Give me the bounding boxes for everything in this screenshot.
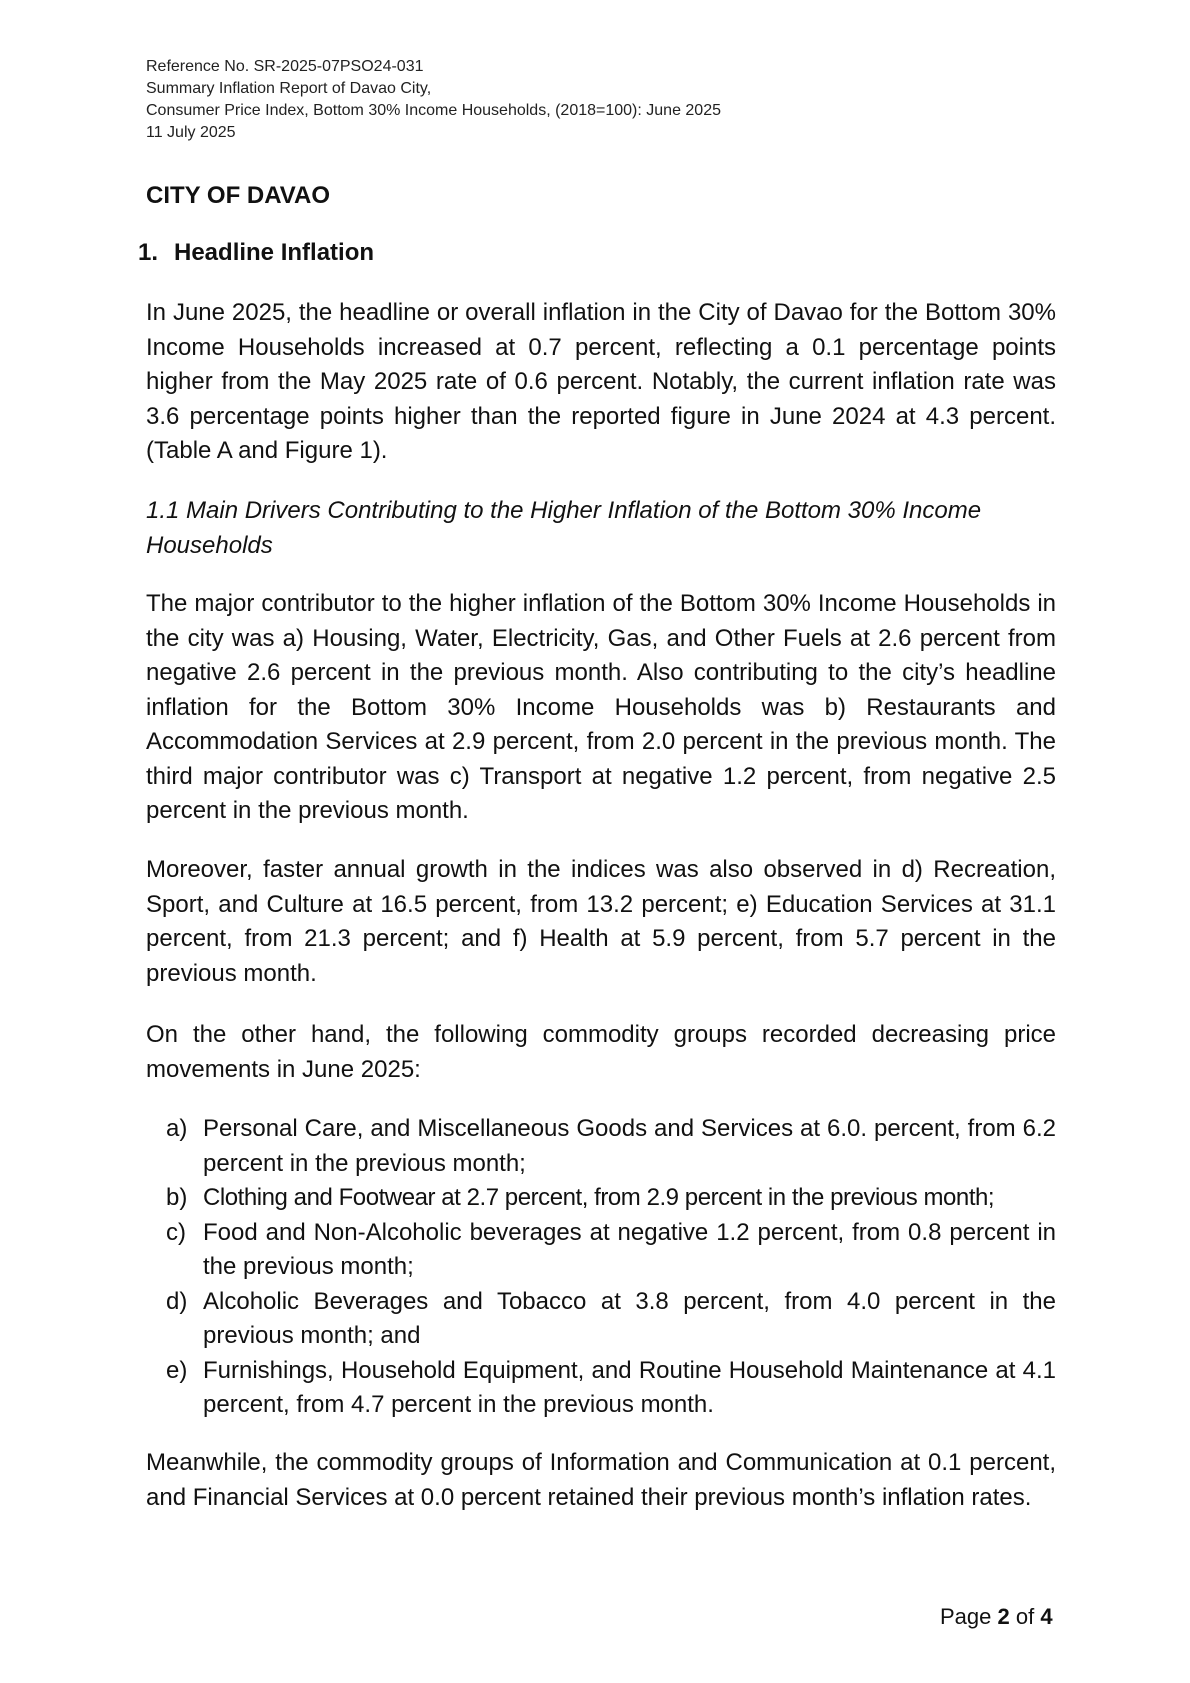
- list-item: [166, 1216, 1056, 1285]
- page-of-label: of: [1015, 1604, 1035, 1629]
- section-title: Headline Inflation: [174, 239, 375, 266]
- list-marker: b): [166, 1184, 188, 1211]
- list-item: [166, 1354, 1056, 1423]
- list-item: [166, 1285, 1056, 1354]
- list-item: [166, 1112, 1056, 1181]
- subsection-heading: 1.1 Main Drivers Contributing to the Higher Inflation of the Bottom 30% Income Households: [146, 497, 982, 559]
- list-marker: e): [166, 1356, 188, 1384]
- main-drivers-paragraph: The major contributor to the higher inflation of the Bottom 30% Income Households in the city was a) Housing, Water, Electricity, Gas, and Other Fuels at 2.6 percent from negative 2.6 percent in the previous month. Also contributing to the city’s headline inflation for the Bottom 30% Income Households was b) Restaurants and Accommodation Services at 2.9 percent, from 2.0 percent in the previous month. The third major contributor was c) Transport at negative 1.2 percent, from negative 2.5 percent in the previous month.: [146, 590, 1056, 824]
- page-label: Page: [940, 1604, 992, 1629]
- section-number: 1.: [138, 239, 159, 266]
- list-item-text: Food and Non-Alcoholic beverages at negative 1.2 percent, from 0.8 percent in the previous month;: [203, 1218, 1056, 1280]
- city-heading: CITY OF DAVAO: [146, 182, 331, 209]
- list-marker: c): [166, 1218, 186, 1246]
- list-item-text: Clothing and Footwear at 2.7 percent, from 2.9 percent in the previous month;: [203, 1184, 995, 1211]
- list-item-text: Alcoholic Beverages and Tobacco at 3.8 percent, from 4.0 percent in the previous month; and: [203, 1287, 1056, 1349]
- headline-inflation-paragraph: In June 2025, the headline or overall inflation in the City of Davao for the Bottom 30% Income Households increased at 0.7 percent, reflecting a 0.1 percentage points higher from the May 2025 rate of 0.6 percent. Notably, the current inflation rate was 3.6 percentage points higher than the reported figure in June 2024 at 4.3 percent. (Table A and Figure 1).: [146, 299, 1056, 464]
- report-date: 11 July 2025: [146, 124, 236, 141]
- faster-growth-paragraph: Moreover, faster annual growth in the indices was also observed in d) Recreation, Sport, and Culture at 16.5 percent, from 13.2 percent; e) Education Services at 31.1 percent, from 21.3 percent; and f) Health at 5.9 percent, from 5.7 percent in the previous month.: [146, 856, 1056, 987]
- page-footer: [940, 1603, 1053, 1631]
- current-page-number: 2: [997, 1604, 1010, 1629]
- retained-rates-paragraph: Meanwhile, the commodity groups of Information and Communication at 0.1 percent, and Financial Services at 0.0 percent retained their previous month’s inflation rates.: [146, 1449, 1056, 1511]
- section-heading: [138, 238, 374, 268]
- list-item-text: Personal Care, and Miscellaneous Goods and Services at 6.0. percent, from 6.2 percent in the previous month;: [203, 1115, 1056, 1177]
- decreasing-commodities-list: [166, 1112, 1056, 1423]
- report-title-line-1: Summary Inflation Report of Davao City,: [146, 80, 432, 97]
- list-item-text: Furnishings, Household Equipment, and Routine Household Maintenance at 4.1 percent, from 4.7 percent in the previous month.: [203, 1356, 1056, 1418]
- report-header: [146, 56, 1066, 144]
- report-title-line-2: Consumer Price Index, Bottom 30% Income Households, (2018=100): June 2025: [146, 102, 721, 119]
- list-marker: a): [166, 1115, 188, 1142]
- list-marker: d): [166, 1287, 188, 1315]
- decreasing-intro-paragraph: On the other hand, the following commodity groups recorded decreasing price movements in June 2025:: [146, 1021, 1056, 1083]
- total-pages: 4: [1040, 1604, 1053, 1629]
- list-item: [166, 1181, 1056, 1216]
- reference-number: Reference No. SR-2025-07PSO24-031: [146, 58, 424, 75]
